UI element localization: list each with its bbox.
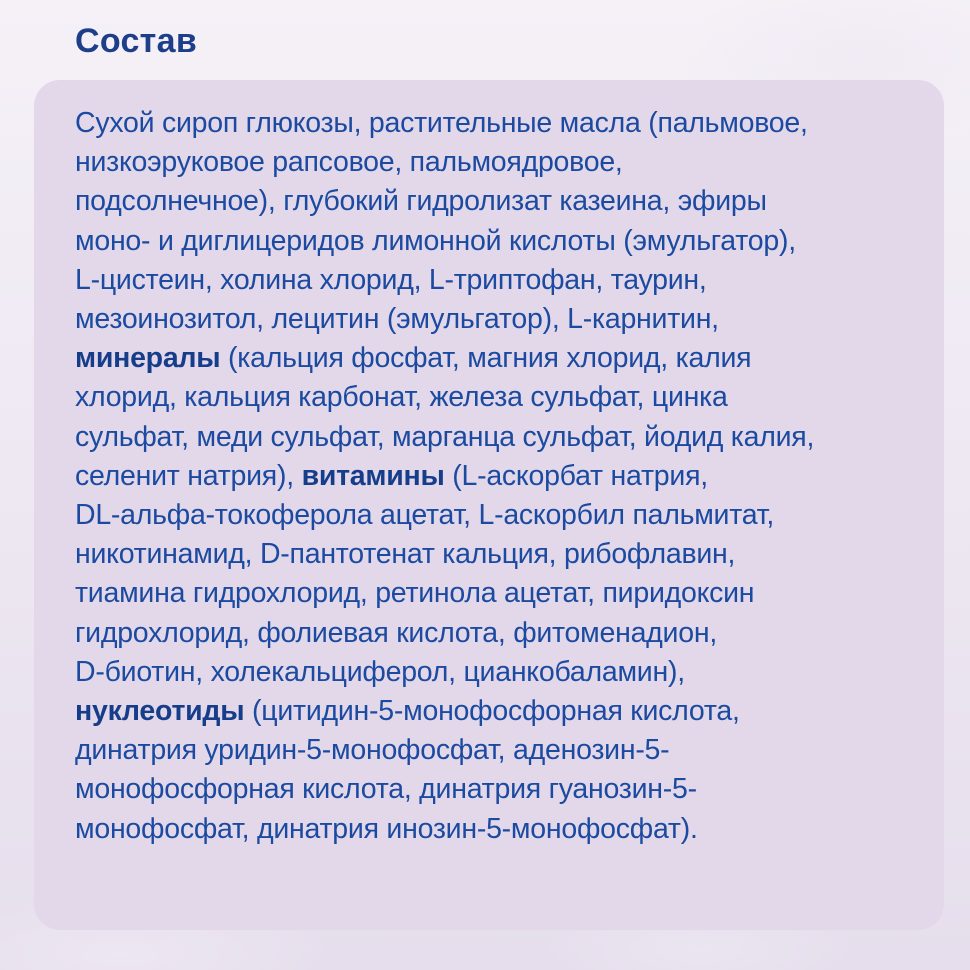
- composition-text: [75, 104, 925, 849]
- text-line: монофосфат, динатрия инозин-5-монофосфат).: [75, 812, 698, 845]
- nucleotides-heading: нуклеотиды: [75, 695, 245, 728]
- text-line: L-цистеин, холина хлорид, L-триптофан, таурин,: [75, 263, 707, 296]
- text-line: DL-альфа-токоферола ацетат, L-аскорбил пальмитат,: [75, 499, 774, 532]
- text-line: динатрия уридин-5-монофосфат, аденозин-5-: [75, 734, 670, 767]
- text-line: D-биотин, холекальциферол, цианкобаламин),: [75, 655, 685, 688]
- text-line: низкоэруковое рапсовое, пальмоядровое,: [75, 146, 623, 179]
- text-line: подсолнечное), глубокий гидролизат казеина, эфиры: [75, 185, 767, 218]
- text-line: сульфат, меди сульфат, марганца сульфат, йодид калия,: [75, 420, 815, 453]
- minerals-heading: минералы: [75, 342, 221, 375]
- text-line: монофосфорная кислота, динатрия гуанозин-5-: [75, 773, 697, 806]
- text-line: минералы (кальция фосфат, магния хлорид, калия: [75, 342, 752, 375]
- text-line: никотинамид, D-пантотенат кальция, рибофлавин,: [75, 538, 736, 571]
- page-title: Состав: [75, 22, 198, 60]
- text-line: гидрохлорид, фолиевая кислота, фитоменадион,: [75, 616, 717, 649]
- text-line: хлорид, кальция карбонат, железа сульфат, цинка: [75, 381, 728, 414]
- text-line: нуклеотиды (цитидин-5-монофосфорная кислота,: [75, 695, 740, 728]
- text-line: селенит натрия), витамины (L-аскорбат натрия,: [75, 459, 708, 492]
- text-line: моно- и диглицеридов лимонной кислоты (эмульгатор),: [75, 224, 796, 257]
- text-line: Сухой сироп глюкозы, растительные масла (пальмовое,: [75, 107, 808, 139]
- text-line: тиамина гидрохлорид, ретинола ацетат, пиридоксин: [75, 577, 755, 610]
- text-line: мезоинозитол, лецитин (эмульгатор), L-карнитин,: [75, 303, 719, 336]
- composition-card: [34, 80, 944, 930]
- vitamins-heading: витамины: [301, 459, 445, 492]
